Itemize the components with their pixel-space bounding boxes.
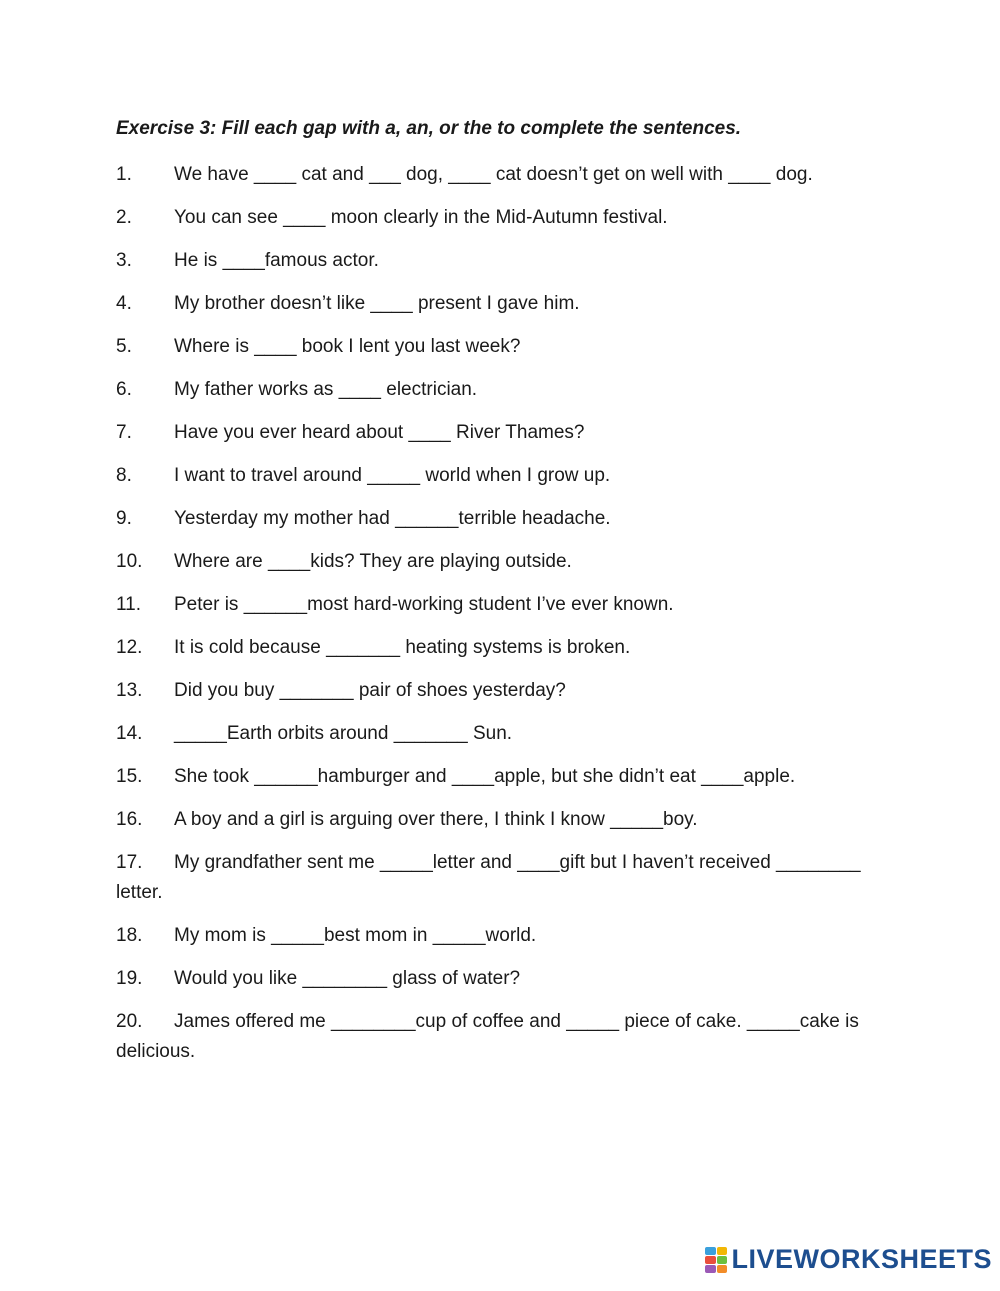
item-text: _____Earth orbits around _______ Sun. bbox=[174, 723, 513, 744]
item-number: 19. bbox=[116, 968, 143, 989]
item-text: Did you buy _______ pair of shoes yesterday? bbox=[174, 680, 566, 701]
item-number: 6. bbox=[116, 379, 132, 400]
exercise-item bbox=[116, 375, 896, 405]
item-text: She took ______hamburger and ____apple, but she didn’t eat ____apple. bbox=[174, 766, 796, 787]
item-text: Would you like ________ glass of water? bbox=[174, 968, 521, 989]
item-text: My grandfather sent me _____letter and ____gift but I haven’t received ________ letter. bbox=[116, 852, 861, 903]
item-number: 18. bbox=[116, 925, 143, 946]
item-number: 14. bbox=[116, 723, 143, 744]
exercise-item bbox=[116, 848, 896, 908]
liveworksheets-logo bbox=[705, 1244, 992, 1275]
item-number: 5. bbox=[116, 336, 132, 357]
item-number: 3. bbox=[116, 250, 132, 271]
item-number: 15. bbox=[116, 766, 143, 787]
exercise-item bbox=[116, 504, 896, 534]
item-text: You can see ____ moon clearly in the Mid-Autumn festival. bbox=[174, 207, 668, 228]
item-number: 9. bbox=[116, 508, 132, 529]
exercise-item bbox=[116, 547, 896, 577]
exercise-list bbox=[116, 160, 896, 1080]
item-number: 17. bbox=[116, 852, 143, 873]
item-number: 7. bbox=[116, 422, 132, 443]
exercise-item bbox=[116, 289, 896, 319]
item-text: Where are ____kids? They are playing outside. bbox=[174, 551, 572, 572]
exercise-item bbox=[116, 461, 896, 491]
exercise-item bbox=[116, 921, 896, 951]
item-text: James offered me ________cup of coffee and _____ piece of cake. _____cake is delicious. bbox=[116, 1011, 859, 1062]
logo-blocks-icon bbox=[705, 1247, 727, 1273]
exercise-item bbox=[116, 332, 896, 362]
exercise-item bbox=[116, 719, 896, 749]
exercise-item bbox=[116, 590, 896, 620]
item-text: My father works as ____ electrician. bbox=[174, 379, 478, 400]
item-number: 11. bbox=[116, 594, 142, 615]
exercise-item bbox=[116, 805, 896, 835]
item-number: 16. bbox=[116, 809, 143, 830]
item-number: 20. bbox=[116, 1011, 143, 1032]
exercise-item bbox=[116, 964, 896, 994]
item-text: Have you ever heard about ____ River Thames? bbox=[174, 422, 585, 443]
item-text: Where is ____ book I lent you last week? bbox=[174, 336, 521, 357]
item-number: 13. bbox=[116, 680, 143, 701]
item-number: 2. bbox=[116, 207, 132, 228]
item-number: 10. bbox=[116, 551, 143, 572]
item-text: Yesterday my mother had ______terrible headache. bbox=[174, 508, 611, 529]
exercise-item bbox=[116, 246, 896, 276]
item-text: I want to travel around _____ world when I grow up. bbox=[174, 465, 611, 486]
item-text: We have ____ cat and ___ dog, ____ cat doesn’t get on well with ____ dog. bbox=[174, 164, 813, 185]
item-number: 1. bbox=[116, 164, 132, 185]
exercise-item bbox=[116, 762, 896, 792]
item-text: Peter is ______most hard-working student I’ve ever known. bbox=[174, 594, 674, 615]
item-text: My mom is _____best mom in _____world. bbox=[174, 925, 537, 946]
exercise-item bbox=[116, 203, 896, 233]
exercise-item bbox=[116, 633, 896, 663]
exercise-title: Exercise 3: Fill each gap with a, an, or the to complete the sentences. bbox=[116, 118, 742, 139]
item-number: 8. bbox=[116, 465, 132, 486]
exercise-item bbox=[116, 418, 896, 448]
exercise-item bbox=[116, 160, 896, 190]
item-number: 4. bbox=[116, 293, 132, 314]
item-number: 12. bbox=[116, 637, 143, 658]
logo-text: LIVEWORKSHEETS bbox=[731, 1244, 992, 1274]
item-text: My brother doesn’t like ____ present I gave him. bbox=[174, 293, 580, 314]
item-text: It is cold because _______ heating systems is broken. bbox=[174, 637, 631, 658]
item-text: He is ____famous actor. bbox=[174, 250, 379, 271]
exercise-item bbox=[116, 1007, 896, 1067]
exercise-item bbox=[116, 676, 896, 706]
item-text: A boy and a girl is arguing over there, I think I know _____boy. bbox=[174, 809, 698, 830]
